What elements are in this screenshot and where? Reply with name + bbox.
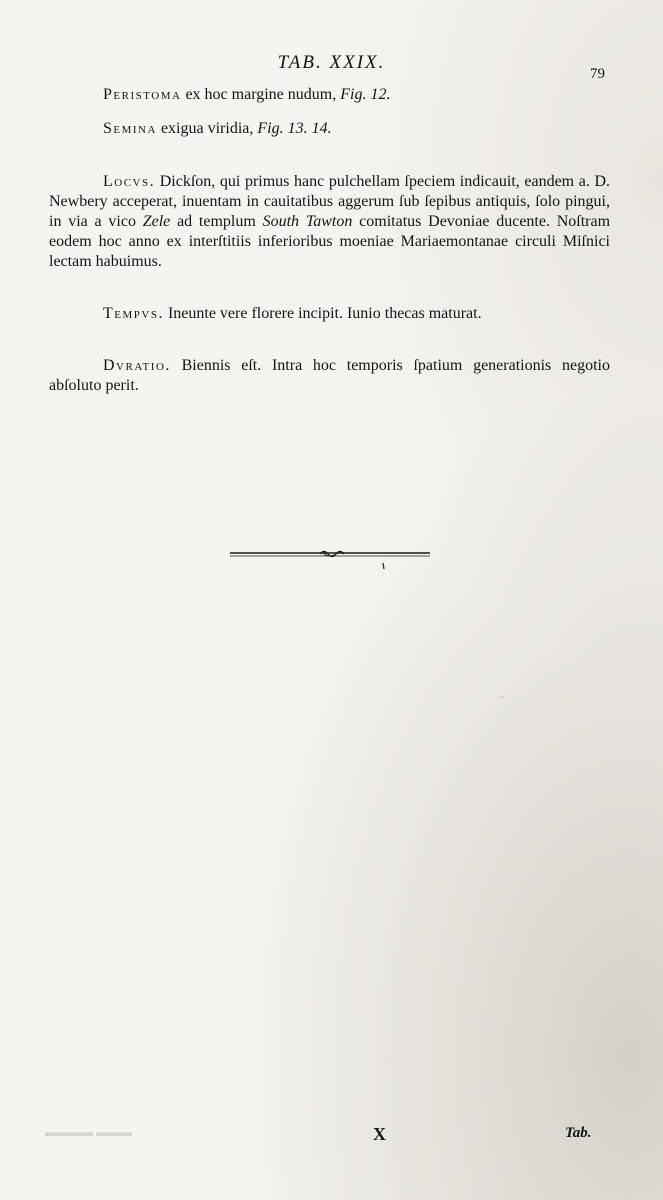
peristoma-label: Peristoma — [103, 86, 182, 103]
tempus-label: Tempvs. — [103, 305, 164, 322]
plate-title: TAB. XXIX. — [277, 52, 386, 73]
duratio-label: Dvratio. — [103, 357, 171, 374]
tempus-paragraph — [49, 304, 610, 324]
duratio-paragraph — [49, 356, 610, 396]
duratio-text: Biennis eſt. Intra hoc temporis ſpatium generationis negotio abſoluto perit. — [49, 357, 611, 394]
ornamental-rule — [228, 543, 432, 571]
semina-text: exigua viridia, — [160, 120, 254, 137]
peristoma-fig-ref: Fig. 12. — [340, 86, 391, 103]
locus-place-1: Zele — [142, 213, 171, 230]
peristoma-text: ex hoc margine nudum, — [185, 86, 337, 103]
locus-paragraph — [49, 172, 610, 272]
book-page: TAB. XXIX. 79 Peristoma ex hoc margine nudum, Fig. 12. Semina exigua viridia, Fig. 13. 14. Locvs. Dickſon, qui primus hanc pulchellam ſpeciem indicauit, eandem a. D. Newbery acceperat, inuentam in cauitatibus aggerum ſub ſepibus antiquis, ſolo pingui, in via a vico Zele ad templum South Tawton comitatus Devoniae ducente. Noſtram eodem hoc anno ex interſtitiis inferioribus moeniae Mariaemontanae circuli Miſnici lectam habuimus. Tempvs. Ineunte vere florere incipit. Iunio thecas maturat. Dvratio. Biennis eſt. Intra hoc temporis ſpatium generationis negotio abſoluto perit. ~ ▬▬▬ ▬▬▬▬ X Tab. — [0, 0, 663, 1200]
semina-fig-ref: Fig. 13. 14. — [257, 120, 332, 137]
tempus-text: Ineunte vere florere incipit. Iunio thecas maturat. — [167, 305, 482, 322]
page-number: 79 — [590, 66, 605, 82]
locus-place-2: South Tawton — [262, 213, 353, 230]
locus-text-1: Dickſon, qui primus hanc pulchellam ſpeciem indicauit, eandem a. D. Newbery acceperat, inuentam in cauitatibus aggerum ſub ſepibus antiquis, ſolo pingui, in via a vico — [49, 173, 611, 230]
catchword: Tab. — [565, 1125, 592, 1141]
locus-label: Locvs. — [103, 173, 156, 190]
locus-text-3: comitatus Devoniae ducente. Noſtram eodem hoc anno ex interſtitiis inferioribus moeniae Mariaemontanae circuli Miſnici lectam habuimus. — [49, 213, 611, 270]
semina-line — [103, 120, 332, 138]
peristoma-line — [103, 86, 390, 104]
locus-text-2: ad templum — [177, 213, 256, 230]
semina-label: Semina — [103, 120, 157, 137]
signature-mark: X — [373, 1124, 386, 1144]
